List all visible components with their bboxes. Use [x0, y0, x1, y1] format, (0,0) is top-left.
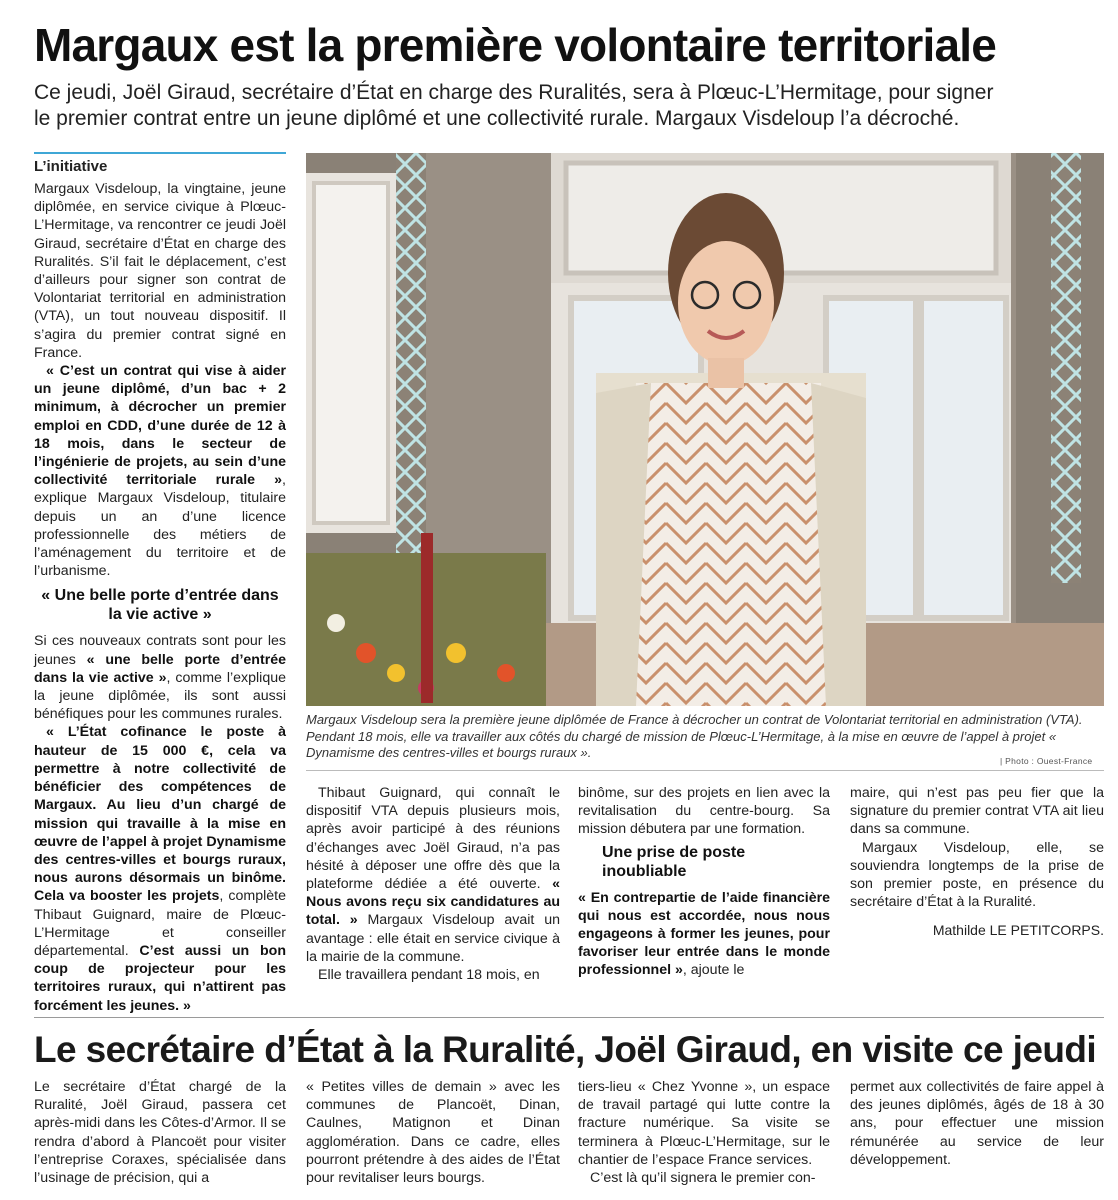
paragraph-text: Thibaut Guignard, qui connaît le dispositif VTA depuis plusieurs mois, après avoir participé à des réunions d’échanges avec Joël Giraud, n’a pas hésité à déposer une offre dès que la plateforme dédiée a été ouverte.	[306, 785, 560, 893]
paragraph	[34, 723, 286, 1014]
paragraph: tiers-lieu « Chez Yvonne », un espace de travail partagé qui lutte contre la fracture numérique. Sa visite se terminera à Plœuc-L’Hermitage, sur le chantier de l’espace France services.	[578, 1079, 830, 1168]
photo-credit: | Photo : Ouest-France	[1000, 756, 1093, 766]
second-article-column-3	[578, 1078, 830, 1187]
quote: « L’État cofinance le poste à hauteur de 15 000 €, cela va permettre à notre collectivité de bénéficier des compétences de Margaux. Au lieu d’un chargé de mission qui travaille à la mise en œuvre de l’appel à projet Dynamisme des centres-villes et bourgs ruraux, nous aurons désormais un binôme. Cela va booster les projets	[34, 724, 286, 905]
quote: « En contrepartie de l’aide financière qui nous est accordée, nous nous engageons à former les jeunes, pour favoriser leur entrée dans le monde professionnel »	[578, 889, 830, 979]
second-article-headline: Le secrétaire d’État à la Ruralité, Joël Giraud, en visite ce jeudi	[34, 1029, 1097, 1070]
paragraph-text: , comme l’explique la jeune diplômée, ils sont aussi bénéfiques pour les communes rurales.	[34, 669, 286, 723]
quote: « Nous avons reçu six candidatures au total. »	[306, 876, 560, 929]
second-article-column-4	[850, 1078, 1104, 1169]
article-column-4	[850, 784, 1104, 940]
divider	[34, 1017, 1104, 1018]
paragraph: Elle travaillera pendant 18 mois, en	[318, 967, 540, 984]
paragraph	[34, 362, 286, 580]
photo-illustration	[306, 153, 1104, 706]
rubric-label: L’initiative	[34, 152, 286, 175]
paragraph: Margaux Visdeloup, elle, se souviendra longtemps de la prise de son premier poste, en présence du secrétaire d’État à la Ruralité.	[850, 839, 1104, 911]
quote: « une belle porte d’entrée dans la vie active »	[34, 651, 286, 686]
standfirst	[34, 80, 1024, 132]
paragraph-text: , complète Thibaut Guignard, maire de Plœuc-L’Hermitage et conseiller départemental.	[34, 888, 286, 959]
article-column-2	[306, 784, 560, 984]
paragraph: « Petites villes de demain » avec les communes de Plancoët, Dinan, Caulnes, Matignon et Dinan agglomération. Dans ce cadre, elles pourront prétendre à des aides de l’État pour revitaliser leurs bourgs.	[306, 1079, 560, 1187]
paragraph: C’est là qu’il signera le premier con-	[590, 1170, 816, 1187]
quote: C’est aussi un bon coup de projecteur pour les territoires ruraux, qui n’attirent pas forcément les jeunes. »	[34, 942, 286, 1014]
paragraph: Margaux Visdeloup, la vingtaine, jeune diplômée, en service civique à Plœuc-L’Hermitage, va rencontrer ce jeudi Joël Giraud, secrétaire d’État en charge des Ruralités. S’il fait le déplacement, c’est d’ailleurs pour signer son contrat de Volontariat territorial en administration (VTA), un tout nouveau dispositif. Il s’agira du premier contrat signé en France.	[34, 181, 286, 361]
divider	[306, 770, 1104, 771]
paragraph	[306, 784, 560, 966]
paragraph: maire, qui n’est pas peu fier que la signature du premier contrat VTA ait lieu dans sa commune.	[850, 785, 1104, 838]
author-signature: Mathilde LE PETITCORPS.	[932, 922, 1104, 939]
second-article-column-2	[306, 1078, 560, 1187]
standfirst-line-2: le premier contrat entre un jeune diplômé et une collectivité rurale. Margaux Visdeloup l’a décroché.	[34, 107, 960, 130]
paragraph	[34, 632, 286, 723]
photo-caption: Margaux Visdeloup sera la première jeune diplômée de France à décrocher un contrat de Volontariat territorial en administration (VTA). Pendant 18 mois, elle va travailler aux côtés du chargé de mission de Plœuc-L’Hermitage, à la mise en œuvre de l’appel à projet « Dynamisme des centres-villes et bourgs ruraux ».	[306, 712, 1083, 760]
article-photo	[306, 153, 1104, 706]
article-column-1	[34, 180, 286, 1015]
standfirst-line-1: Ce jeudi, Joël Giraud, secrétaire d’État en charge des Ruralités, sera à Plœuc-L’Hermitage, pour signer	[34, 81, 994, 104]
paragraph: binôme, sur des projets en lien avec la revitalisation du centre-bourg. Sa mission débutera par une formation.	[578, 785, 830, 838]
paragraph-text: , explique Margaux Visdeloup, titulaire depuis un an d’une licence professionnelle des métiers de l’aménagement du territoire et de l’urbanisme.	[34, 472, 286, 580]
paragraph-text: , ajoute le	[682, 962, 745, 979]
intertitle: Une prise de poste inoubliable	[602, 843, 746, 880]
article-headline: Margaux est la première volontaire territoriale	[34, 19, 997, 71]
intertitle: « Une belle porte d’entrée dans la vie active »	[41, 587, 279, 624]
paragraph-text: Margaux Visdeloup avait un avantage : elle était en service civique à la mairie de la commune.	[306, 912, 560, 965]
article-column-3	[578, 784, 830, 980]
quote: « C’est un contrat qui vise à aider un jeune diplômé, d’un bac + 2 minimum, à décrocher un premier emploi en CDD, d’une durée de 12 à 18 mois, dans le secteur de l’ingénierie de projets, au sein d’une collectivité territoriale rurale »	[34, 363, 286, 489]
paragraph-text: Si ces nouveaux contrats sont pour les jeunes	[34, 633, 286, 668]
paragraph: permet aux collectivités de faire appel à des jeunes diplômés, âgés de 18 à 30 ans, pour effectuer une mission rémunérée au service de leur développement.	[850, 1079, 1104, 1168]
second-article-column-1	[34, 1078, 286, 1187]
paragraph	[578, 889, 830, 980]
paragraph: Le secrétaire d’État chargé de la Ruralité, Joël Giraud, passera cet après-midi dans les Côtes-d’Armor. Il se rendra d’abord à Plancoët pour visiter l’entreprise Coraxes, spécialisée dans l’usinage de précision, qui a	[34, 1079, 286, 1187]
